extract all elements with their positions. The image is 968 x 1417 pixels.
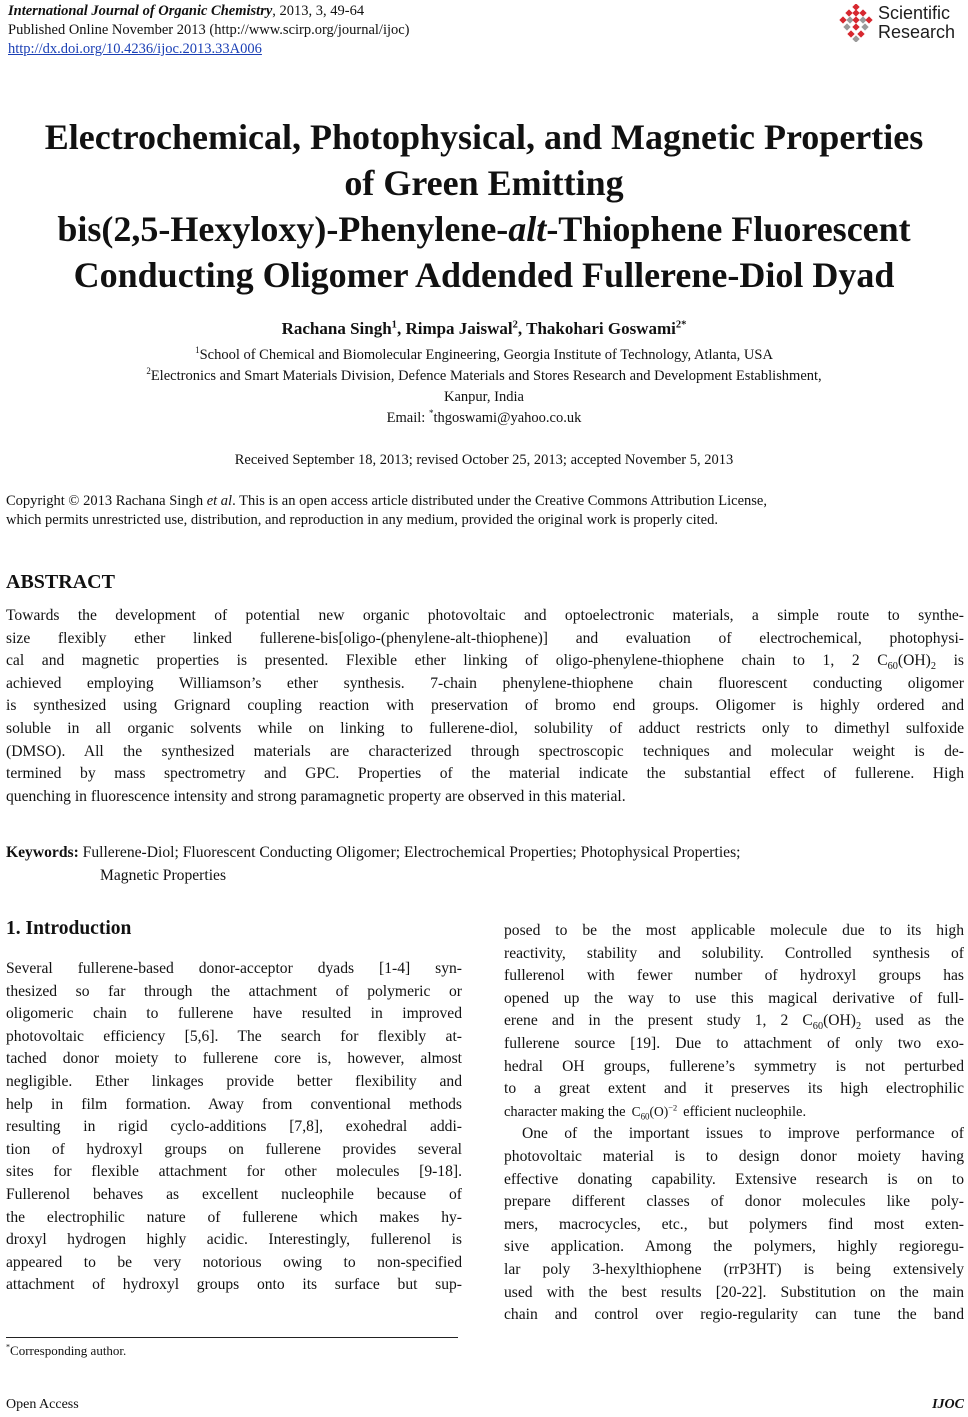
affiliation-1: $^1$School of Chemical and Biomolecular Engineering, Georgia Institute of Technology, Atlanta, USA [195,345,773,363]
affiliation-2-city: Kanpur, India [444,389,524,405]
journal-header [8,2,410,59]
logo-word-1: Scientific [878,3,951,23]
title-line-3: bis(2,5-Hexyloxy)-Phenylene-alt-Thiophene Fluorescent [57,209,911,249]
author-name: Rimpa Jaiswal [405,319,513,338]
author-name: Rachana Singh [281,319,392,338]
footnote-rule [6,1337,458,1338]
open-access-label: Open Access [6,1397,79,1412]
footnote: *Corresponding author. [6,1342,127,1358]
logo-word-2: Research [878,22,956,42]
abstract-heading: ABSTRACT [6,571,115,593]
email-line: Email: *thgoswami@yahoo.co.uk [386,408,582,426]
abstract-body: Towards the development of potential new organic photovoltaic and optoelectronic materials, a simple route to synthe- size flexibly ether linked fullerene-bis[oligo-(phenylene-alt-thiophene)] and evaluation of electrochemical, photophysi- cal and magnetic properties is presented. Flexible ether linking of oligo-phenylene-thiophene chain to 1, 2 $C_{60}(OH)_2$ is achieved employing Williamson’s ether synthesis. 7-chain phenylene-thiophene chain fluorescent conducting oligomer is synthesized using Grignard coupling reaction with preservation of bromo end groups. Oligomer is highly ordered and soluble in all organic solvents while on linking to fullerene-diol, solubility of adduct restricts only to dimethyl sulfoxide (DMSO). All the synthesized materials are characterized through spectroscopic techniques and molecular weight is de- termined by mass spectrometry and GPC. Properties of the material indicate the substantial effect of fullerene. High quenching in fluorescence intensity and strong paramagnetic property are observed in this material. [6,607,964,805]
author-list: Rachana Singh$^1$, Rimpa Jaiswal$^2$, Thakohari Goswami$^{2*}$ [281,319,687,338]
copyright-notice: Copyright © 2013 Rachana Singh et al. This is an open access article distributed under the Creative Commons Attribution License, which permits unrestricted use, distribution, and reproduction in any medium, provided the original work is properly cited. [6,493,767,528]
doi-link[interactable]: http://dx.doi.org/10.4236/ijoc.2013.33A006 [8,41,262,57]
publisher-logo [837,2,962,44]
received-dates: Received September 18, 2013; revised October 25, 2013; accepted November 5, 2013 [234,452,734,468]
journal-abbrev: IJOC [932,1397,964,1412]
volume-info: , 2013, 3, 49-64 [272,3,365,19]
affiliation-2: $^2$Electronics and Smart Materials Division, Defence Materials and Stores Research and Development Establishment, [146,366,822,384]
author-name: Thakohari Goswami [526,319,676,338]
section-heading: 1. Introduction [6,918,132,939]
title-line-2: of Green Emitting [344,163,624,203]
title-line-1: Electrochemical, Photophysical, and Magnetic Properties [44,117,924,157]
journal-name: International Journal of Organic Chemistry [8,3,273,19]
paper-title [10,114,958,298]
keywords: Keywords: Fullerene-Diol; Fluorescent Conducting Oligomer; Electrochemical Properties; Photophysical Properties; Magnetic Properties [6,844,741,884]
keywords-label: Keywords: [6,844,79,861]
email-address: thgoswami@yahoo.co.uk [433,410,582,426]
published-line: Published Online November 2013 (http://www.scirp.org/journal/ijoc) [8,22,410,38]
page-footer [6,1397,964,1413]
title-line-4: Conducting Oligomer Addended Fullerene-Diol Dyad [73,255,895,295]
scientific-research-logo-icon [837,4,875,42]
math-expression: $C_{60}(O)^{-2}$ [631,1103,678,1122]
left-column-text: Several fullerene-based donor-acceptor dyads [1-4] syn- thesized so far through the attachment of polymeric or oligomeric chain to fullerene have resulted in improved photovoltaic efficiency [5,6]. The search for flexibly at- tached donor moiety to fullerene core is, however, almost negligible. Ether linkages provide better flexibility and help in film formation. Away from conventional methods resulting in rigid cyclo-additions [7,8], exohedral addi- tion of hydroxyl groups on fullerene provides several sites for flexible attachment for other molecules [9-18]. Fullerenol behaves as excellent nucleophile because of the electrophilic nature of fullerene which makes hy- droxyl hydrogen highly acidic. Interestingly, fullerenol is appeared to be very notorious owing to non-specified attachment of hydroxyl groups onto its surface but sup- [6,960,462,1294]
right-column-text: posed to be the most applicable molecule due to its high reactivity, stability and solubility. Controlled synthesis of fullerenol with fewer number of hydroxyl groups has opened up the way to use this magical derivative of full- erene and in the present study 1, 2 $C_{60}(OH)_2$ used as the fullerene source [19]. Due to attachment of only two exo- hedral OH groups, fullerene’s symmetry is not perturbed to a great extent and it preserves its high electrophilic character making the $C_{60}(O)^{-2}$ efficient nucleophile. One of the important issues to improve performance of photovoltaic material is to design donor moiety having effective donating capability. Extensive research is on to prepare different classes of donor molecules like poly- mers, macrocycles, etc., but polymers find most exten- sive application. Among the polymers, highly regioregu- lar poly 3-hexylthiophene (rrP3HT) is being extensively used with the best results [20-22]. Substitution on the main chain and control over regio-regularity can tune the band [504,922,964,1324]
